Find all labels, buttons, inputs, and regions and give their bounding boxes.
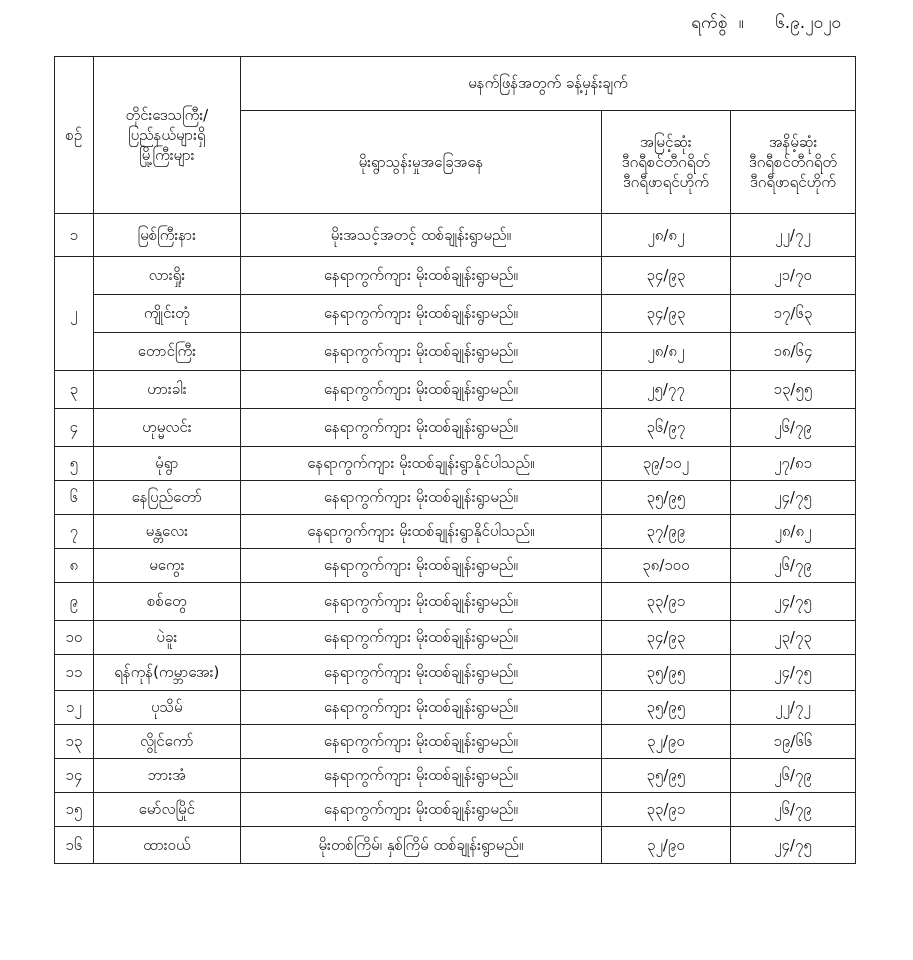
cell-max-temp: ၃၆/၉၇: [601, 409, 730, 447]
table-row: [55, 759, 856, 793]
cell-condition: နေရာကွက်ကျား မိုးထစ်ချုန်းရွာမည်။: [241, 725, 602, 759]
header-no: စဉ်: [55, 57, 94, 214]
cell-min-temp: ၂၃/၇၃: [730, 621, 855, 655]
cell-max-temp: ၃၃/၉၁: [601, 793, 730, 827]
cell-no: ၃: [55, 371, 94, 409]
table-row: [55, 725, 856, 759]
table-row: [55, 827, 856, 864]
cell-min-temp: ၂၆/၇၉: [730, 793, 855, 827]
table-row: [55, 691, 856, 725]
cell-no: ၁၀: [55, 621, 94, 655]
cell-city: ဘားအံ: [93, 759, 240, 793]
cell-min-temp: ၂၇/၈၁: [730, 447, 855, 481]
table-row: [55, 793, 856, 827]
table-row: [55, 549, 856, 583]
cell-condition: နေရာကွက်ကျား မိုးထစ်ချုန်းရွာနိုင်ပါသည်။: [241, 515, 602, 549]
cell-no: ၁၂: [55, 691, 94, 725]
cell-min-temp: ၂၂/၇၂: [730, 214, 855, 257]
cell-max-temp: ၃၃/၉၁: [601, 583, 730, 621]
table-row: [55, 621, 856, 655]
table-row: [55, 409, 856, 447]
table-row: [55, 583, 856, 621]
cell-condition: နေရာကွက်ကျား မိုးထစ်ချုန်းရွာမည်။: [241, 257, 602, 295]
cell-no: ၈: [55, 549, 94, 583]
cell-condition: နေရာကွက်ကျား မိုးထစ်ချုန်းရွာမည်။: [241, 655, 602, 691]
table-row: [55, 257, 856, 295]
cell-max-temp: ၃၄/၉၃: [601, 621, 730, 655]
cell-condition: နေရာကွက်ကျား မိုးထစ်ချုန်းရွာမည်။: [241, 793, 602, 827]
cell-no: ၁၃: [55, 725, 94, 759]
cell-max-temp: ၃၂/၉၀: [601, 725, 730, 759]
cell-no: ၅: [55, 447, 94, 481]
table-row: [55, 447, 856, 481]
cell-min-temp: ၂၈/၈၂: [730, 515, 855, 549]
cell-city: မကွေး: [93, 549, 240, 583]
header-city: တိုင်းဒေသကြီး/ ပြည်နယ်များရှိ မြို့ကြီးများ: [93, 57, 240, 214]
cell-min-temp: ၁၇/၆၃: [730, 295, 855, 333]
cell-city: လားရှိုး: [93, 257, 240, 295]
cell-no: ၄: [55, 409, 94, 447]
cell-city: မန္တလေး: [93, 515, 240, 549]
date-label: ရက်စွဲ: [691, 13, 728, 33]
cell-no: ၁၄: [55, 759, 94, 793]
header-forecast-group: မနက်ဖြန်အတွက် ခန့်မှန်းချက်: [241, 57, 856, 111]
cell-max-temp: ၃၅/၉၅: [601, 691, 730, 725]
header-min-temp: အနိမ့်ဆုံး ဒီဂရီစင်တီဂရိတ် ဒီဂရီဖာရင်ဟိုက်: [730, 111, 855, 214]
cell-max-temp: ၃၄/၉၃: [601, 257, 730, 295]
cell-condition: နေရာကွက်ကျား မိုးထစ်ချုန်းရွာမည်။: [241, 409, 602, 447]
cell-no: ၆: [55, 481, 94, 515]
cell-condition: နေရာကွက်ကျား မိုးထစ်ချုန်းရွာမည်။: [241, 549, 602, 583]
header-max-temp: အမြင့်ဆုံး ဒီဂရီစင်တီဂရိတ် ဒီဂရီဖာရင်ဟိုက်: [601, 111, 730, 214]
cell-city: ပဲခူး: [93, 621, 240, 655]
cell-city: မော်လမြိုင်: [93, 793, 240, 827]
cell-condition: နေရာကွက်ကျား မိုးထစ်ချုန်းရွာမည်။: [241, 583, 602, 621]
cell-max-temp: ၃၉/၁၀၂: [601, 447, 730, 481]
cell-min-temp: ၂၄/၇၅: [730, 827, 855, 864]
header-condition: မိုးရွာသွန်းမှုအခြေအနေ: [241, 111, 602, 214]
table-row: [55, 371, 856, 409]
table-row: [55, 655, 856, 691]
table-row: [55, 481, 856, 515]
cell-min-temp: ၁၃/၅၅: [730, 371, 855, 409]
cell-min-temp: ၂၄/၇၅: [730, 481, 855, 515]
cell-city: မြစ်ကြီးနား: [93, 214, 240, 257]
cell-max-temp: ၃၅/၉၅: [601, 481, 730, 515]
cell-min-temp: ၂၂/၇၂: [730, 691, 855, 725]
cell-max-temp: ၂၈/၈၂: [601, 214, 730, 257]
cell-condition: နေရာကွက်ကျား မိုးထစ်ချုန်းရွာမည်။: [241, 759, 602, 793]
cell-no: ၂: [55, 257, 94, 371]
cell-max-temp: ၃၂/၉၀: [601, 827, 730, 864]
weather-forecast-table: [54, 56, 856, 864]
table-row: [55, 214, 856, 257]
cell-condition: နေရာကွက်ကျား မိုးထစ်ချုန်းရွာမည်။: [241, 371, 602, 409]
cell-max-temp: ၂၈/၈၂: [601, 333, 730, 371]
cell-city: ထားဝယ်: [93, 827, 240, 864]
cell-no: ၁၆: [55, 827, 94, 864]
table-row: [55, 295, 856, 333]
cell-min-temp: ၂၆/၇၉: [730, 759, 855, 793]
cell-city: စစ်တွေ: [93, 583, 240, 621]
cell-condition: နေရာကွက်ကျား မိုးထစ်ချုန်းရွာနိုင်ပါသည်။: [241, 447, 602, 481]
cell-min-temp: ၂၄/၇၅: [730, 583, 855, 621]
table-row: [55, 515, 856, 549]
cell-city: မုံရွာ: [93, 447, 240, 481]
cell-city: ကျိုင်းတုံ: [93, 295, 240, 333]
cell-city: နေပြည်တော်: [93, 481, 240, 515]
cell-min-temp: ၁၈/၆၄: [730, 333, 855, 371]
cell-max-temp: ၃၈/၁၀၀: [601, 549, 730, 583]
cell-city: ရန်ကုန်(ကမ္ဘာအေး): [93, 655, 240, 691]
cell-condition: နေရာကွက်ကျား မိုးထစ်ချုန်းရွာမည်။: [241, 295, 602, 333]
cell-min-temp: ၂၆/၇၉: [730, 549, 855, 583]
date-separator: ။: [738, 13, 744, 33]
cell-city: ဟားခါး: [93, 371, 240, 409]
cell-min-temp: ၂၆/၇၉: [730, 409, 855, 447]
report-date: [691, 12, 841, 37]
cell-max-temp: ၃၅/၉၅: [601, 655, 730, 691]
cell-min-temp: ၁၉/၆၆: [730, 725, 855, 759]
cell-condition: နေရာကွက်ကျား မိုးထစ်ချုန်းရွာမည်။: [241, 621, 602, 655]
cell-max-temp: ၃၅/၉၅: [601, 759, 730, 793]
cell-no: ၇: [55, 515, 94, 549]
table-body: [55, 214, 856, 864]
cell-condition: နေရာကွက်ကျား မိုးထစ်ချုန်းရွာမည်။: [241, 333, 602, 371]
cell-max-temp: ၃၄/၉၃: [601, 295, 730, 333]
cell-condition: မိုးအသင့်အတင့် ထစ်ချုန်းရွာမည်။: [241, 214, 602, 257]
cell-city: လွိုင်ကော်: [93, 725, 240, 759]
cell-condition: နေရာကွက်ကျား မိုးထစ်ချုန်းရွာမည်။: [241, 481, 602, 515]
table-row: [55, 333, 856, 371]
cell-min-temp: ၂၄/၇၅: [730, 655, 855, 691]
cell-no: ၁၅: [55, 793, 94, 827]
cell-min-temp: ၂၁/၇၀: [730, 257, 855, 295]
cell-no: ၉: [55, 583, 94, 621]
table-header: [55, 57, 856, 214]
cell-max-temp: ၂၅/၇၇: [601, 371, 730, 409]
cell-no: ၁: [55, 214, 94, 257]
cell-city: ဟုမ္မလင်း: [93, 409, 240, 447]
date-value: ၆.၉.၂၀၂၀: [775, 13, 841, 33]
cell-max-temp: ၃၇/၉၉: [601, 515, 730, 549]
cell-condition: နေရာကွက်ကျား မိုးထစ်ချုန်းရွာမည်။: [241, 691, 602, 725]
cell-city: တောင်ကြီး: [93, 333, 240, 371]
cell-city: ပုသိမ်: [93, 691, 240, 725]
cell-no: ၁၁: [55, 655, 94, 691]
cell-condition: မိုးတစ်ကြိမ်၊ နှစ်ကြိမ် ထစ်ချုန်းရွာမည်။: [241, 827, 602, 864]
